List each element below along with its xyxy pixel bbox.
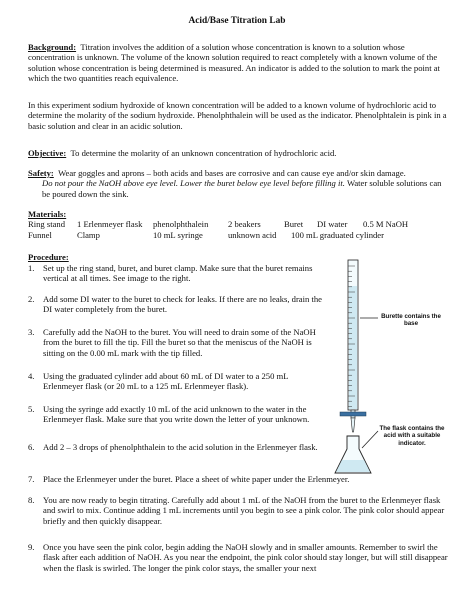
step-text: Place the Erlenmeyer under the buret. Place a sheet of white paper under the Erlenmeyer. bbox=[43, 474, 350, 484]
procedure-step bbox=[28, 327, 328, 358]
objective-section bbox=[28, 148, 450, 158]
step-text: Set up the ring stand, buret, and buret clamp. Make sure that the buret remains vertical at all times. See image to the right. bbox=[43, 263, 313, 284]
burette-tip-icon bbox=[351, 418, 355, 432]
flask-callout: The flask contains the acid with a suitable indicator. bbox=[379, 425, 445, 447]
flask-liquid bbox=[336, 460, 370, 472]
step-text: Add some DI water to the buret to check for leaks. If there are no leaks, drain the DI water completely from the buret. bbox=[43, 294, 322, 315]
step-text: Once you have seen the pink color, begin adding the NaOH slowly and in smaller amounts. Remember to swirl the flask after each addition of NaOH. As you near the endpoint, the pink color should stay longer, but will still disappear when the flask is swirled. The longer the pink color stays, the smaller your next bbox=[43, 542, 448, 573]
procedure-step bbox=[28, 442, 328, 452]
material-item: 1 Erlenmeyer flask bbox=[77, 219, 143, 230]
procedure-step bbox=[28, 404, 328, 425]
intro-text: In this experiment sodium hydroxide of known concentration will be added to a known volume of hydrochloric acid to determine the molarity of the sodium hydroxide. Phenolphthalein will be used as the indicator. Phenolphtalein is pink in a basic solution and clear in an acidic solution. bbox=[28, 100, 447, 131]
safety-text: Wear goggles and aprons – both acids and bases are corrosive and can cause eye and/or skin damage. bbox=[58, 168, 406, 178]
step-number: 9. bbox=[28, 542, 35, 552]
material-item: 100 mL graduated cylinder bbox=[291, 229, 384, 240]
objective-label: Objective: bbox=[28, 148, 67, 158]
material-item: Clamp bbox=[77, 229, 100, 240]
stopcock-icon bbox=[340, 412, 366, 416]
materials-row-2 bbox=[28, 230, 450, 240]
intro-section bbox=[28, 100, 450, 131]
background-text: Titration involves the addition of a solution whose concentration is known to a solution whose concentration is unknown. The volume of the known solution required to react completely with a known volume of the solution whose concentration is being determined is measured. An indicator is added to the solution to mark the point at which the two quantities reach equivalence. bbox=[28, 42, 440, 84]
step-number: 6. bbox=[28, 442, 35, 452]
step-number: 1. bbox=[28, 263, 35, 273]
burette-liquid bbox=[349, 286, 357, 409]
material-item: Funnel bbox=[28, 229, 52, 240]
step-number: 2. bbox=[28, 294, 35, 304]
procedure-step bbox=[28, 495, 454, 526]
materials-row-1 bbox=[28, 219, 450, 229]
step-number: 4. bbox=[28, 371, 35, 381]
material-item: Ring stand bbox=[28, 219, 66, 230]
material-item: 10 mL syringe bbox=[153, 229, 203, 240]
material-item: DI water bbox=[317, 219, 348, 230]
step-number: 8. bbox=[28, 495, 35, 505]
materials-section bbox=[28, 209, 450, 240]
material-item: Buret bbox=[284, 219, 304, 230]
procedure-step bbox=[28, 542, 454, 573]
step-text: Add 2 – 3 drops of phenolphthalein to the acid solution in the Erlenmeyer flask. bbox=[43, 442, 318, 452]
step-number: 5. bbox=[28, 404, 35, 414]
procedure-step bbox=[28, 294, 328, 315]
safety-warning: Do not pour the NaOH above eye level. Lower the buret below eye level before filling it. bbox=[42, 178, 345, 189]
material-item: unknown acid bbox=[228, 229, 277, 240]
page-title: Acid/Base Titration Lab bbox=[188, 16, 286, 26]
material-item: phenolphthalein bbox=[153, 219, 209, 230]
step-number: 3. bbox=[28, 327, 35, 337]
material-item: 2 beakers bbox=[228, 219, 261, 230]
procedure-step bbox=[28, 263, 328, 284]
materials-label: Materials: bbox=[28, 209, 67, 219]
background-label: Background: bbox=[28, 42, 77, 52]
step-text: Using the syringe add exactly 10 mL of the acid unknown to the water in the Erlenmeyer flask. Make sure that you write down the letter of your unknown. bbox=[43, 404, 310, 425]
procedure-step bbox=[28, 371, 328, 392]
safety-tail: Water soluble solutions can be poured down the sink. bbox=[42, 178, 442, 199]
objective-text: To determine the molarity of an unknown concentration of hydrochloric acid. bbox=[70, 148, 337, 158]
safety-label: Safety: bbox=[28, 168, 54, 178]
background-section bbox=[28, 42, 450, 84]
burette-callout: Burette contains the base bbox=[381, 313, 441, 328]
procedure-label: Procedure: bbox=[28, 252, 69, 262]
step-number: 7. bbox=[28, 474, 35, 484]
safety-section bbox=[28, 168, 450, 199]
material-item: 0.5 M NaOH bbox=[363, 219, 409, 230]
step-text: You are now ready to begin titrating. Carefully add about 1 mL of the NaOH from the buret to the Erlenmeyer flask and swirl to mix. Continue adding 1 mL increments until you begin to see a pink color. The pink color should appear briefly and then quickly disappear. bbox=[43, 495, 445, 526]
step-text: Using the graduated cylinder add about 60 mL of DI water to a 250 mL Erlenmeyer flask (or 20 mL to a 125 mL Erlenmeyer flask). bbox=[43, 371, 289, 392]
step-text: Carefully add the NaOH to the buret. You will need to drain some of the NaOH from the buret to fill the tip. Fill the buret so that the meniscus of the NaOH is sitting on the 0.00 mL mark with the tip filled. bbox=[43, 327, 316, 358]
